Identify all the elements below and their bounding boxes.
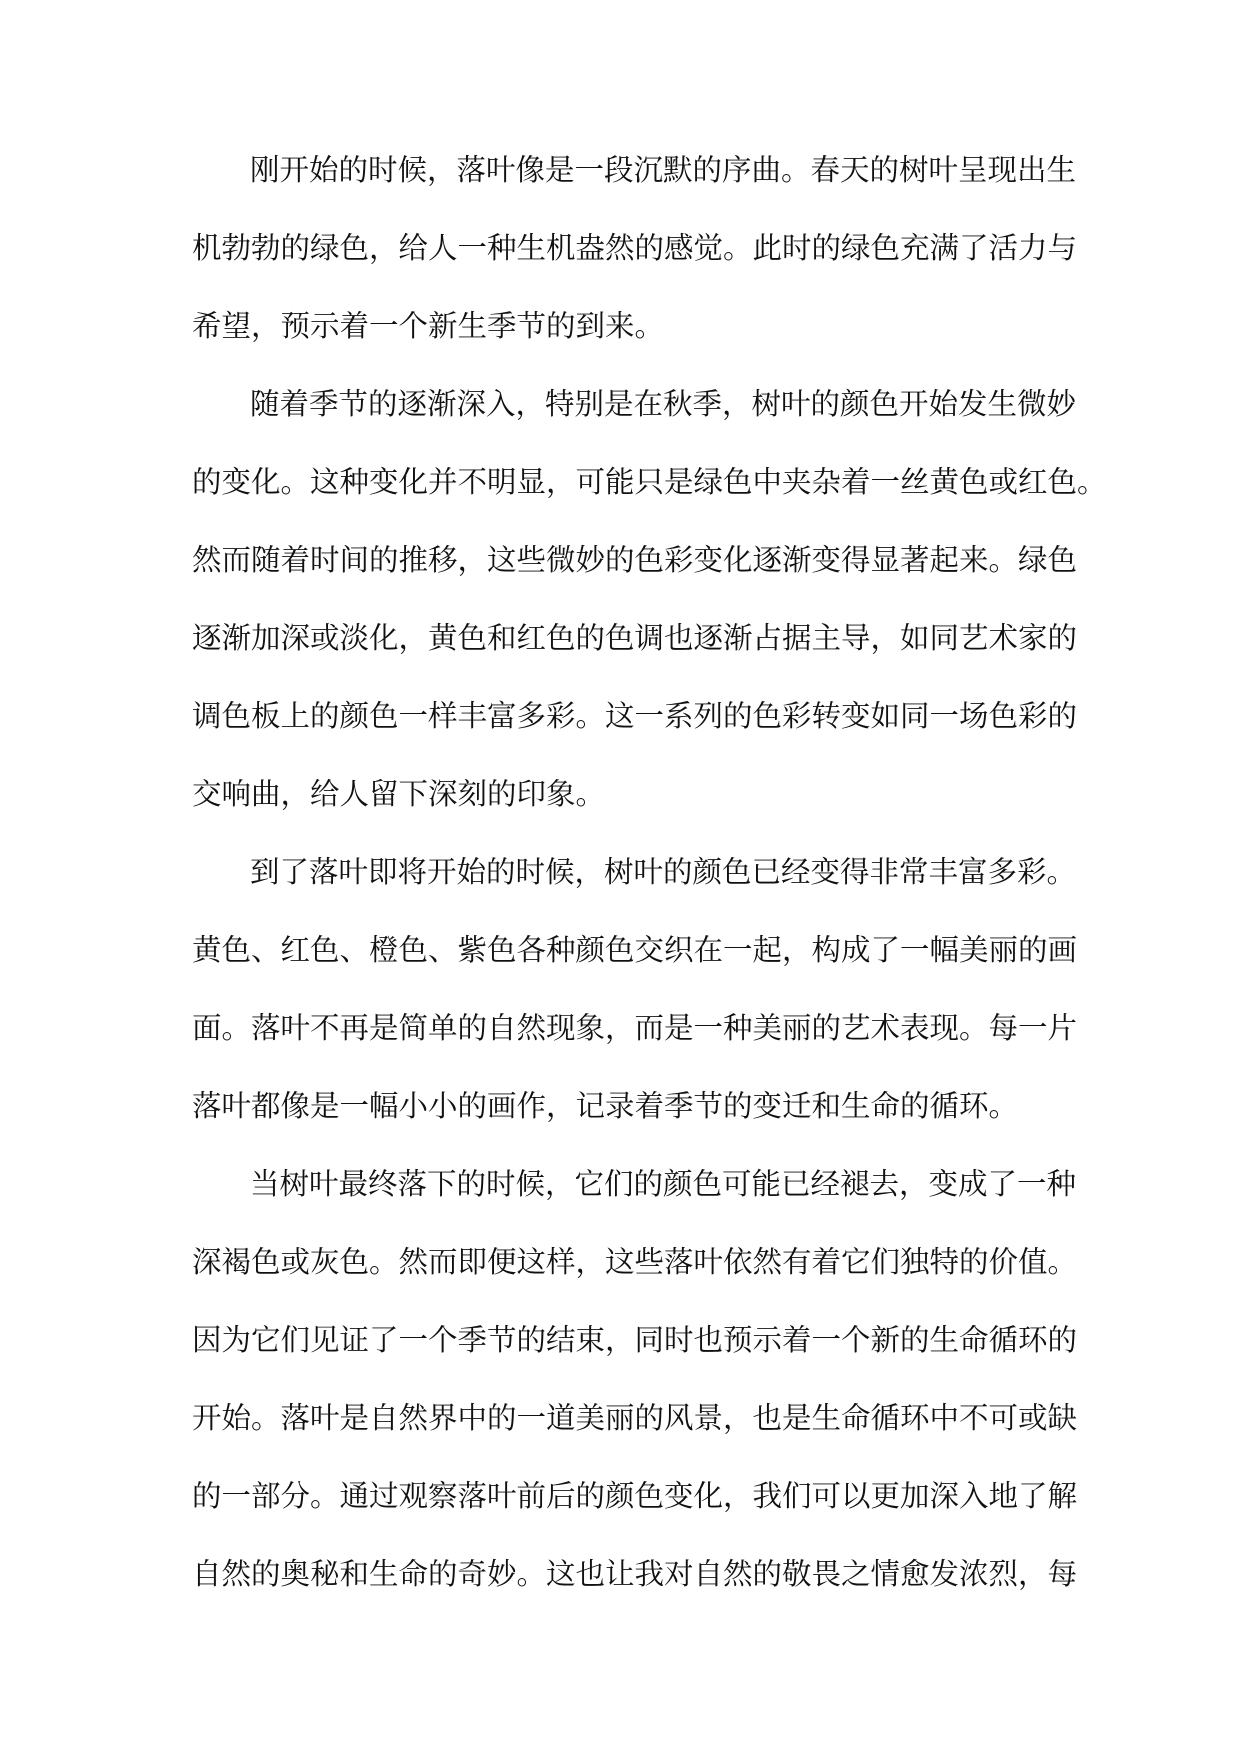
text-line: 的变化。这种变化并不明显，可能只是绿色中夹杂着一丝黄色或红色。 [192, 465, 1107, 499]
text-line: 机勃勃的绿色，给人一种生机盎然的感觉。此时的绿色充满了活力与 [192, 231, 1078, 265]
text-line: 落叶都像是一幅小小的画作，记录着季节的变迁和生命的循环。 [192, 1089, 1019, 1123]
document-body [192, 140, 1107, 1622]
text-line: 因为它们见证了一个季节的结束，同时也预示着一个新的生命循环的 [192, 1323, 1078, 1357]
text-line: 调色板上的颜色一样丰富多彩。这一系列的色彩转变如同一场色彩的 [192, 699, 1078, 733]
text-line: 自然的奥秘和生命的奇妙。这也让我对自然的敬畏之情愈发浓烈，每 [192, 1557, 1078, 1591]
text-line: 希望，预示着一个新生季节的到来。 [192, 309, 665, 343]
text-line: 到了落叶即将开始的时候，树叶的颜色已经变得非常丰富多彩。 [250, 855, 1077, 889]
text-line: 当树叶最终落下的时候，它们的颜色可能已经褪去，变成了一种 [250, 1167, 1077, 1201]
paragraph-1 [192, 140, 1078, 374]
text-line: 交响曲，给人留下深刻的印象。 [192, 777, 606, 811]
paragraph-4 [192, 1154, 1078, 1622]
text-line: 深褐色或灰色。然而即便这样，这些落叶依然有着它们独特的价值。 [192, 1245, 1078, 1279]
text-line: 随着季节的逐渐深入，特别是在秋季，树叶的颜色开始发生微妙 [250, 387, 1077, 421]
paragraph-3 [192, 842, 1078, 1154]
text-line: 刚开始的时候，落叶像是一段沉默的序曲。春天的树叶呈现出生 [250, 153, 1077, 187]
text-line: 黄色、红色、橙色、紫色各种颜色交织在一起，构成了一幅美丽的画 [192, 933, 1078, 967]
text-line: 面。落叶不再是简单的自然现象，而是一种美丽的艺术表现。每一片 [192, 1011, 1078, 1045]
text-line: 逐渐加深或淡化，黄色和红色的色调也逐渐占据主导，如同艺术家的 [192, 621, 1078, 655]
text-line: 开始。落叶是自然界中的一道美丽的风景，也是生命循环中不可或缺 [192, 1401, 1078, 1435]
paragraph-2 [192, 374, 1107, 842]
text-line: 然而随着时间的推移，这些微妙的色彩变化逐渐变得显著起来。绿色 [192, 543, 1078, 577]
text-line: 的一部分。通过观察落叶前后的颜色变化，我们可以更加深入地了解 [192, 1479, 1078, 1513]
